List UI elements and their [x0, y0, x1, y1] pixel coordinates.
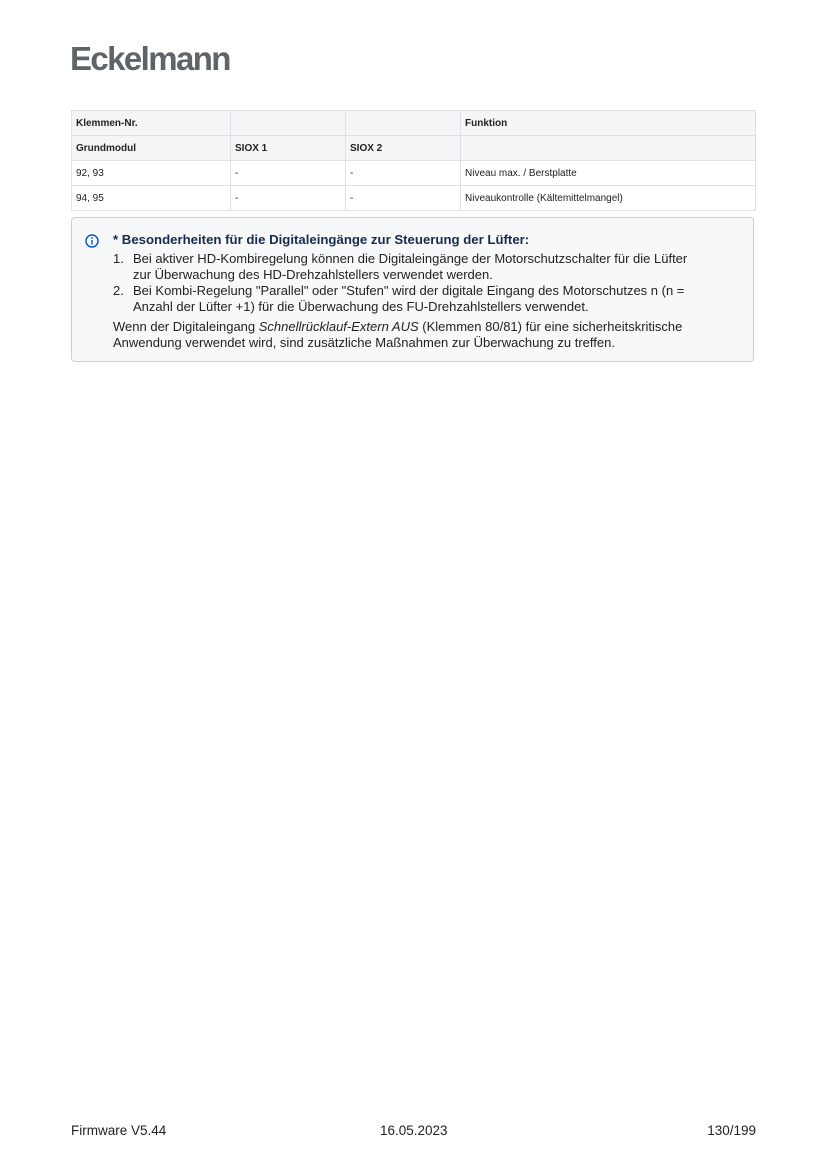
brand-logo: Eckelmann [70, 40, 230, 77]
table-cell: - [346, 161, 461, 186]
footer-firmware: Firmware V5.44 [71, 1123, 167, 1138]
input-name-emphasis: Schnellrücklauf-Extern AUS [258, 319, 419, 334]
table-row [72, 186, 756, 211]
table-cell: - [231, 161, 346, 186]
table-header-cell: SIOX 1 [231, 136, 346, 161]
info-paragraph [113, 319, 743, 351]
table-cell: Niveau max. / Berstplatte [461, 161, 756, 186]
table-cell: - [231, 186, 346, 211]
info-list [113, 251, 743, 315]
list-item-number: 2. [113, 283, 124, 298]
table-header-cell [231, 111, 346, 136]
table-header-cell [461, 136, 756, 161]
footer-date: 16.05.2023 [380, 1123, 448, 1138]
list-item-text: Bei aktiver HD-Kombiregelung können die Digitaleingänge der Motorschutzschalter für die Lüfter [133, 251, 688, 266]
table-row [72, 161, 756, 186]
footer-page-number: 130/199 [707, 1123, 756, 1138]
table-header-cell: SIOX 2 [346, 136, 461, 161]
info-icon [85, 234, 99, 248]
table-cell: 94, 95 [72, 186, 231, 211]
paragraph-text: Anwendung verwendet wird, sind zusätzliche Maßnahmen zur Überwachung zu treffen. [113, 335, 615, 350]
info-panel [71, 217, 754, 362]
table-header-cell [346, 111, 461, 136]
table-cell: - [346, 186, 461, 211]
paragraph-text: Wenn der Digitaleingang [113, 319, 259, 334]
table-header-row [72, 111, 756, 136]
table-header-cell: Grundmodul [72, 136, 231, 161]
list-item-text: Bei Kombi-Regelung "Parallel" oder "Stufen" wird der digitale Eingang des Motorschutzes n (n = [133, 283, 685, 298]
table-header-cell: Klemmen-Nr. [72, 111, 231, 136]
table-header-cell: Funktion [461, 111, 756, 136]
list-item-number: 1. [113, 251, 124, 266]
paragraph-text: (Klemmen 80/81) für eine sicherheitskritische [418, 319, 683, 334]
table-cell: 92, 93 [72, 161, 231, 186]
list-item-text: zur Überwachung des HD-Drehzahlstellers verwendet werden. [133, 267, 493, 282]
list-item [113, 251, 743, 283]
info-panel-title: * Besonderheiten für die Digitaleingänge zur Steuerung der Lüfter: [113, 232, 530, 247]
list-item-text: Anzahl der Lüfter +1) für die Überwachung des FU-Drehzahlstellers verwendet. [133, 299, 589, 314]
list-item [113, 283, 743, 315]
table-header-row [72, 136, 756, 161]
terminal-table [71, 110, 756, 211]
table-cell: Niveaukontrolle (Kältemittelmangel) [461, 186, 756, 211]
